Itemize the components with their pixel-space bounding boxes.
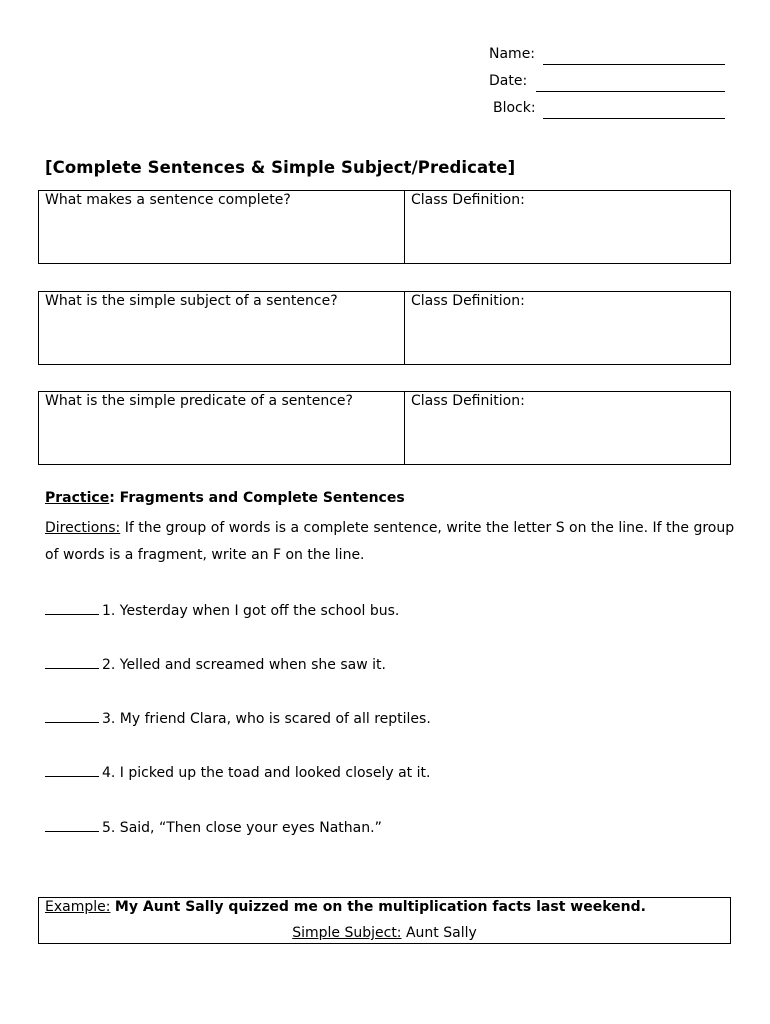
definition-box-subject bbox=[38, 291, 731, 365]
practice-item bbox=[45, 600, 399, 619]
example-sentence: My Aunt Sally quizzed me on the multiplication facts last weekend. bbox=[114, 899, 646, 915]
practice-item-text: 3. My friend Clara, who is scared of all reptiles. bbox=[102, 711, 431, 727]
answer-blank[interactable] bbox=[45, 817, 99, 832]
example-label: Example: bbox=[45, 899, 111, 915]
question-cell[interactable] bbox=[39, 392, 405, 464]
practice-item-text: 1. Yesterday when I got off the school bus. bbox=[102, 603, 400, 619]
name-label: Name: bbox=[489, 46, 536, 62]
class-definition-cell[interactable] bbox=[405, 392, 730, 466]
practice-heading-underlined: Practice bbox=[45, 490, 110, 506]
practice-item bbox=[45, 654, 386, 673]
question-cell[interactable] bbox=[39, 292, 405, 364]
example-sentence-line bbox=[45, 899, 646, 915]
practice-item bbox=[45, 708, 431, 727]
answer-blank[interactable] bbox=[45, 762, 99, 777]
directions-text: If the group of words is a complete sentence, write the letter S on the line. If the group of words is a fragment, write an F on the line. bbox=[45, 520, 735, 563]
question-text: What is the simple subject of a sentence? bbox=[45, 293, 338, 309]
answer-blank[interactable] bbox=[45, 600, 99, 615]
practice-item bbox=[45, 817, 382, 836]
block-label: Block: bbox=[493, 100, 536, 116]
question-cell[interactable] bbox=[39, 191, 405, 263]
class-definition-cell[interactable] bbox=[405, 292, 730, 366]
practice-item-text: 4. I picked up the toad and looked closely at it. bbox=[102, 765, 431, 781]
practice-heading-rest: : Fragments and Complete Sentences bbox=[109, 490, 405, 506]
name-field[interactable] bbox=[543, 63, 725, 65]
simple-subject-value: Aunt Sally bbox=[405, 925, 477, 941]
class-definition-cell[interactable] bbox=[405, 191, 730, 265]
practice-item-text: 2. Yelled and screamed when she saw it. bbox=[102, 657, 386, 673]
practice-heading bbox=[45, 490, 405, 506]
example-subject-line bbox=[39, 925, 730, 941]
class-definition-label: Class Definition: bbox=[411, 393, 525, 409]
question-text: What makes a sentence complete? bbox=[45, 192, 291, 208]
practice-item-text: 5. Said, “Then close your eyes Nathan.” bbox=[102, 820, 382, 836]
directions-label: Directions: bbox=[45, 520, 121, 536]
question-text: What is the simple predicate of a sentence? bbox=[45, 393, 353, 409]
definition-box-predicate bbox=[38, 391, 731, 465]
directions bbox=[45, 515, 735, 569]
example-box bbox=[38, 897, 731, 944]
date-field[interactable] bbox=[536, 90, 725, 92]
block-field[interactable] bbox=[543, 117, 725, 119]
practice-item bbox=[45, 762, 430, 781]
answer-blank[interactable] bbox=[45, 654, 99, 669]
date-label: Date: bbox=[489, 73, 528, 89]
page-title: [Complete Sentences & Simple Subject/Predicate] bbox=[45, 158, 516, 177]
simple-subject-label: Simple Subject: bbox=[292, 925, 402, 941]
answer-blank[interactable] bbox=[45, 708, 99, 723]
class-definition-label: Class Definition: bbox=[411, 293, 525, 309]
definition-box-sentence bbox=[38, 190, 731, 264]
class-definition-label: Class Definition: bbox=[411, 192, 525, 208]
